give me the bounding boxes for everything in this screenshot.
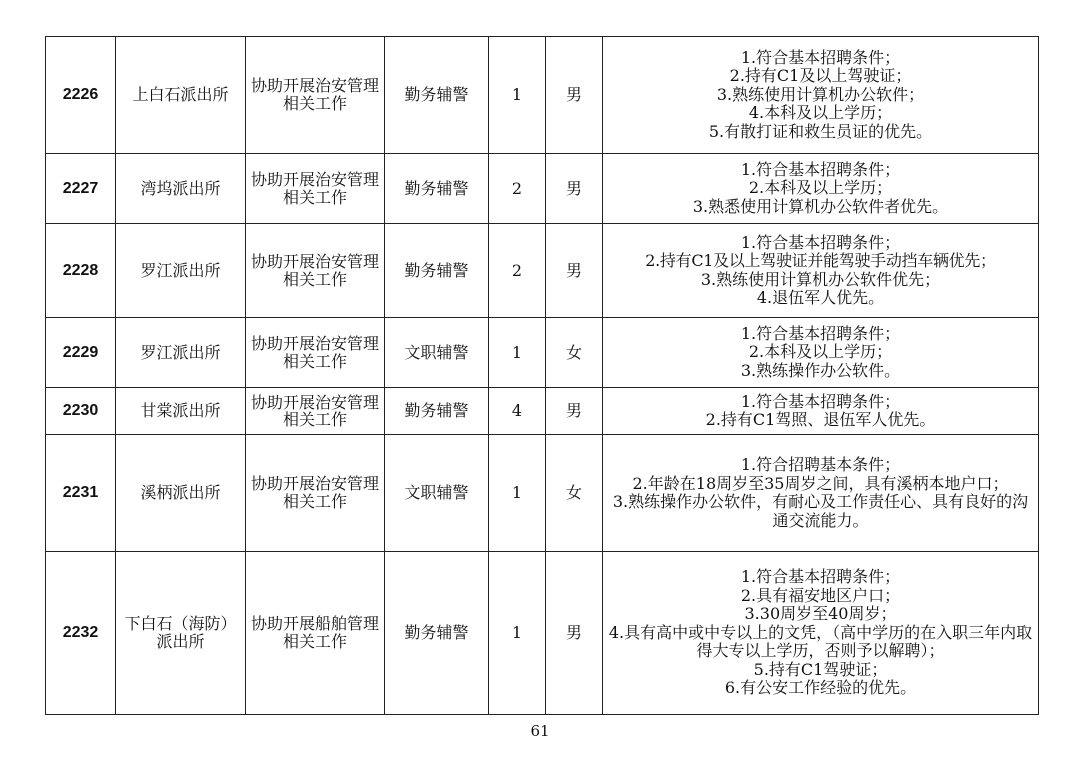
headcount: 1 xyxy=(489,318,546,388)
unit-name: 甘棠派出所 xyxy=(116,388,246,435)
position-type: 勤务辅警 xyxy=(385,224,489,318)
table-row xyxy=(46,552,1039,715)
duty-description: 协助开展治安管理相关工作 xyxy=(246,318,385,388)
requirement-item: 2.持有C1及以上驾驶证并能驾驶手动挡车辆优先； xyxy=(645,251,996,270)
requirements xyxy=(603,552,1039,715)
unit-name: 湾坞派出所 xyxy=(116,154,246,224)
duty-description: 协助开展治安管理相关工作 xyxy=(246,37,385,154)
requirement-item: 2.持有C1及以上驾驶证； xyxy=(729,66,912,86)
headcount: 4 xyxy=(489,388,546,435)
requirement-item: 3.熟练操作办公软件。 xyxy=(740,360,901,380)
requirement-item: 3.熟练使用计算机办公软件优先； xyxy=(700,269,941,289)
headcount: 2 xyxy=(489,224,546,318)
requirement-item: 2.持有C1驾照、退伍军人优先。 xyxy=(705,410,936,429)
gender: 男 xyxy=(546,154,603,224)
duty-description: 协助开展治安管理相关工作 xyxy=(246,224,385,318)
gender: 男 xyxy=(546,388,603,435)
requirements xyxy=(603,388,1039,435)
position-type: 勤务辅警 xyxy=(385,388,489,435)
requirements xyxy=(603,435,1039,552)
requirement-item: 4.退伍军人优先。 xyxy=(756,288,885,307)
gender: 男 xyxy=(546,37,603,154)
unit-name: 上白石派出所 xyxy=(116,37,246,154)
requirement-item: 2.具有福安地区户口； xyxy=(740,585,901,605)
position-type: 文职辅警 xyxy=(385,318,489,388)
position-id: 2229 xyxy=(46,318,116,388)
requirement-item: 5.持有C1驾驶证； xyxy=(753,659,888,679)
recruitment-table xyxy=(45,36,1039,715)
position-type: 勤务辅警 xyxy=(385,552,489,715)
requirement-item: 2.年龄在18周岁至35周岁之间，具有溪柄本地户口； xyxy=(632,473,1009,493)
requirement-item: 4.具有高中或中专以上的文凭，（高中学历的在入职三年内取得大专以上学历，否则予以解聘）； xyxy=(608,622,1033,661)
table-row xyxy=(46,435,1039,552)
gender: 女 xyxy=(546,318,603,388)
requirement-item: 3.熟悉使用计算机办公软件者优先。 xyxy=(692,196,949,216)
table-row xyxy=(46,318,1039,388)
requirement-item: 1.符合基本招聘条件； xyxy=(740,391,901,411)
unit-name: 下白石（海防）派出所 xyxy=(116,552,246,715)
unit-name: 罗江派出所 xyxy=(116,318,246,388)
duty-description: 协助开展船舶管理相关工作 xyxy=(246,552,385,715)
requirement-item: 2.本科及以上学历； xyxy=(748,178,893,198)
position-type: 文职辅警 xyxy=(385,435,489,552)
position-id: 2232 xyxy=(46,552,116,715)
table-row xyxy=(46,37,1039,154)
unit-name: 罗江派出所 xyxy=(116,224,246,318)
unit-name: 溪柄派出所 xyxy=(116,435,246,552)
position-id: 2231 xyxy=(46,435,116,552)
headcount: 1 xyxy=(489,552,546,715)
table-row xyxy=(46,224,1039,318)
requirement-item: 1.符合基本招聘条件； xyxy=(740,159,901,179)
requirements xyxy=(603,224,1039,318)
requirements xyxy=(603,37,1039,154)
gender: 男 xyxy=(546,552,603,715)
requirement-item: 1.符合基本招聘条件； xyxy=(740,567,901,587)
requirement-item: 2.本科及以上学历； xyxy=(748,342,893,362)
requirement-item: 3.熟练操作办公软件，有耐心及工作责任心、具有良好的沟通交流能力。 xyxy=(612,492,1029,530)
duty-description: 协助开展治安管理相关工作 xyxy=(246,154,385,224)
headcount: 2 xyxy=(489,154,546,224)
gender: 男 xyxy=(546,224,603,318)
requirement-item: 3.30周岁至40周岁； xyxy=(744,604,897,624)
requirement-item: 6.有公安工作经验的优先。 xyxy=(724,678,917,698)
gender: 女 xyxy=(546,435,603,552)
requirement-item: 3.熟练使用计算机办公软件； xyxy=(716,84,925,104)
headcount: 1 xyxy=(489,37,546,154)
requirement-item: 1.符合基本招聘条件； xyxy=(740,323,901,343)
requirement-item: 1.符合基本招聘条件； xyxy=(740,47,901,67)
position-id: 2226 xyxy=(46,37,116,154)
table-row xyxy=(46,154,1039,224)
position-type: 勤务辅警 xyxy=(385,154,489,224)
table-row xyxy=(46,388,1039,435)
duty-description: 协助开展治安管理相关工作 xyxy=(246,388,385,435)
requirements xyxy=(603,318,1039,388)
position-id: 2228 xyxy=(46,224,116,318)
position-id: 2227 xyxy=(46,154,116,224)
requirement-item: 1.符合招聘基本条件； xyxy=(740,455,901,474)
requirement-item: 1.符合基本招聘条件； xyxy=(740,232,901,252)
requirement-item: 4.本科及以上学历； xyxy=(748,103,893,123)
duty-description: 协助开展治安管理相关工作 xyxy=(246,435,385,552)
position-id: 2230 xyxy=(46,388,116,435)
page-number: 61 xyxy=(530,722,550,740)
requirements xyxy=(603,154,1039,224)
requirement-item: 5.有散打证和救生员证的优先。 xyxy=(708,121,933,141)
position-type: 勤务辅警 xyxy=(385,37,489,154)
headcount: 1 xyxy=(489,435,546,552)
